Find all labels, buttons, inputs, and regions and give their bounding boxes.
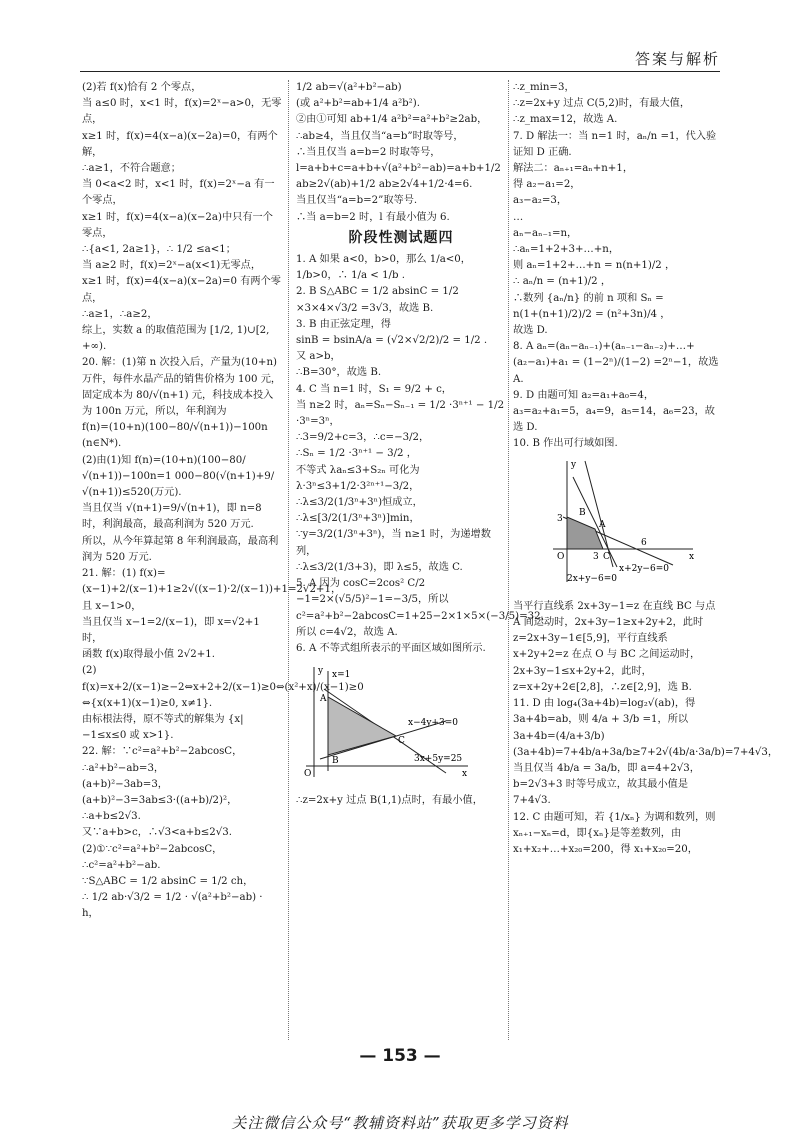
text-line: ∴ aₙ/n = (n+1)/2 ，	[513, 276, 612, 288]
label-y: y	[318, 666, 324, 677]
text-line: ∴当 a=b=2 时，l 有最小值为 6.	[296, 211, 450, 223]
problem-11: 11. D 由 log₄(3a+4b)=log₂√(ab)，得 3a+4b=ab，则 4/a + 3/b =1，所以 3a+4b=(4/a+3/b)(3a+4b)=7+4b/a+3a/b≥7+2√(4b/a·3a/b)=7+4√3，当且仅当 4b/a = 3a/b，即 a=4+2√3，b=2√3+3 时等号成立，故其最小值是 7+4√3.	[513, 698, 779, 807]
text-line: ∴{a<1, 2a≥1}，∴ 1/2 ≤a<1；	[82, 244, 236, 256]
text-line: 所以，从今年算起第 8 年利润最高，最高利润为 520 万元.	[82, 535, 279, 563]
header-rule	[80, 71, 720, 72]
section-title: 阶段性测试题四	[348, 229, 454, 246]
label-x-2y-6: x+2y−6=0	[619, 563, 669, 574]
text-line: 当且仅当 x−1=2/(x−1)，即 x=√2+1 时，	[82, 616, 260, 644]
label-3x-5y-25: 3x+5y=25	[414, 754, 463, 765]
text-line: f(n)=(10+n)(100−80/√(n+1))−100n (n∈N*).	[82, 422, 268, 450]
text-line: x≥1 时，f(x)=4(x−a)(x−2a)=0，有两个解，	[82, 130, 278, 158]
text-line: ∴a+b≤2√3.	[82, 811, 141, 823]
problem-8: 8. A aₙ=(aₙ−aₙ₋₁)+(aₙ₋₁−aₙ₋₂)+…+(a₂−a₁)+a₁ = (1−2ⁿ)/(1−2) =2ⁿ−1，故选 A.	[513, 341, 719, 385]
label-2x-y-6: 2x+y−6=0	[567, 573, 617, 584]
label-C: C	[398, 736, 405, 747]
label-x-eq-1: x=1	[332, 670, 351, 681]
text-line: 当 0<a<2 时，x<1 时，f(x)=2ˣ−a 有一个零点，	[82, 179, 275, 207]
text-line: 当 n≥2 时，aₙ=Sₙ−Sₙ₋₁ = 1/2 ·3ⁿ⁺¹ − 1/2 ·3ⁿ=3ⁿ，	[296, 399, 505, 428]
label-x-4y-3: x−4y+3=0	[408, 718, 458, 729]
problem-4: 4. C 当 n=1 时，S₁ = 9/2 + c，	[296, 383, 452, 395]
header-title: 答案与解析	[634, 50, 720, 68]
problem-1: 1. A 如果 a<0，b>0，那么 1/a<0，1/b>0，∴ 1/a < 1/b .	[296, 254, 471, 282]
label-O: O	[304, 769, 312, 780]
text-line: ②由①可知 ab+1/4 a²b²=a²+b²≥2ab，	[296, 114, 488, 126]
text-line: 又 a>b，	[296, 351, 341, 363]
problem-12: 12. C 由题可知，若 {1/xₙ} 为调和数列，则 xₙ₊₁−xₙ=d，即{xₙ}是等差数列，由 x₁+x₂+…+x₂₀=200，得 x₁+x₂₀=20，	[513, 811, 716, 855]
text-line: 当且仅当 √(n+1)=9/√(n+1)，即 n=8 时，利润最高，最高利润为 520 万元.	[82, 503, 262, 531]
text-line: 当且仅当“a=b=2”取等号.	[296, 195, 418, 207]
label-O: O	[557, 551, 565, 562]
text-line: 又∵a+b>c，∴√3<a+b≤2√3.	[82, 827, 232, 839]
text-line: ∴z_min=3，	[513, 82, 575, 93]
text-line: ∴z=2x+y 过点 C(5,2)时，有最大值，	[513, 98, 691, 110]
text-line: ∴a≥1，不符合题意；	[82, 163, 181, 175]
column-divider	[288, 80, 289, 1040]
text-line: ∵y=3/2(1/3ⁿ+3ⁿ)，当 n≥1 时，为递增数列，	[296, 529, 491, 557]
text-line: x≥1 时，f(x)=4(x−a)(x−2a)中只有一个零点，	[82, 211, 273, 239]
text-line: ∴3=9/2+c=3，∴c=−3/2，	[296, 432, 430, 444]
text-line: ∴ab≥4，当且仅当“a=b”时取等号，	[296, 130, 464, 142]
text-line: ∴λ≤3/2(1/3ⁿ+3ⁿ)恒成立，	[296, 497, 423, 509]
text-line: 不等式 λaₙ≤3+S₂ₙ 可化为	[296, 464, 420, 476]
problem-3: 3. B 由正弦定理，得	[296, 318, 391, 330]
region-diagram-6	[296, 661, 476, 781]
column-3	[513, 80, 779, 858]
problem-20: 20. 解：(1)第 n 次投入后，产量为(10+n)万件，每件水晶产品的销售价格为 100 元，	[82, 357, 282, 385]
problem-9: 9. D 由题可知 a₂=a₁+a₀=4，a₃=a₂+a₁=5，a₄=9，a₅=14，a₆=23，故选 D.	[513, 389, 715, 434]
text-line: ∴aₙ=1+2+3+…+n，	[513, 244, 620, 256]
text-line: 得 a₂−a₁=2，	[513, 179, 581, 191]
text-line: sinB = bsinA/a = (√2×√2/2)/2 = 1/2 .	[296, 335, 488, 347]
text-line: x≥1 时，f(x)=4(x−a)(x−2a)=0 有两个零点，	[82, 276, 281, 304]
page-number: — 153 —	[359, 1046, 441, 1066]
text-line: 1/2 ab=√(a²+b²−ab)	[296, 82, 402, 93]
feasible-region	[567, 517, 603, 549]
text-line: 解法二：aₙ₊₁=aₙ+n+1，	[513, 163, 634, 175]
text-line: 则 aₙ=1+2+…+n = n(n+1)/2 ，	[513, 260, 676, 272]
figure-10	[513, 457, 721, 593]
problem-7: 7. D 解法一：当 n=1 时，aₙ/n =1，代入验证知 D 正确.	[513, 130, 717, 158]
label-y: y	[571, 459, 577, 470]
text-line: ∵S△ABC = 1/2 absinC = 1/2 ch，	[82, 875, 254, 887]
text-line: (2)①∵c²=a²+b²−2abcosC，∴c²=a²+b²−ab.	[82, 843, 223, 871]
text-line: (2)由(1)知 f(n)=(10+n)(100−80/√(n+1))−100n=1 000−80(√(n+1)+9/√(n+1))≤520(万元).	[82, 454, 275, 499]
label-B: B	[332, 756, 339, 767]
text-line: n(1+(n+1)/2)/2 = (n²+3n)/4 ，	[513, 308, 671, 320]
label-B: B	[579, 507, 586, 518]
text-line: 由标根法得，原不等式的解集为 {x|−1≤x≤0 或 x>1}.	[82, 713, 244, 742]
text-line: λ·3ⁿ≤3+1/2·3²ⁿ⁺¹−3/2，	[296, 480, 420, 492]
text-line: 故选 D.	[513, 325, 548, 337]
region-diagram-10	[533, 457, 703, 587]
text-line: ∴Sₙ = 1/2 ·3ⁿ⁺¹ − 3/2 ，	[296, 448, 417, 460]
text-line: ∴当且仅当 a=b=2 时取等号，	[296, 146, 441, 158]
label-6: 6	[641, 537, 647, 548]
problem-5: 5. A 因为 cosC=2cos² C/2 −1=2×(√5/5)²−1=−3/5，所以 c²=a²+b²−2abcosC=1+25−2×1×5×(−3/5)=32，所以 c=4√2，故选 A.	[296, 578, 551, 638]
text-line: aₙ−aₙ₋₁=n，	[513, 227, 578, 239]
problem-22: 22. 解：∵c²=a²+b²−2abcosC，	[82, 746, 243, 758]
text-line: ∴z=2x+y 过点 B(1,1)点时，有最小值，	[296, 795, 483, 807]
column-divider	[508, 80, 509, 1040]
text-line: (a+b)²−3ab=3，(a+b)²−3=3ab≤3·((a+b)/2)²，	[82, 778, 238, 806]
text-line: (或 a²+b²=ab+1/4 a²b²).	[296, 98, 420, 110]
label-x: x	[462, 769, 468, 780]
label-x: x	[689, 551, 695, 562]
text-line: a₃−a₂=3，	[513, 195, 568, 207]
problem-6: 6. A 不等式组所表示的平面区域如图所示.	[296, 642, 486, 654]
problem-21: 21. 解：(1) f(x)=(x−1)+2/(x−1)+1≥2√((x−1)·2/(x−1))+1=2√2+1，	[82, 568, 342, 596]
text-line: l=a+b+c=a+b+√(a²+b²−ab)=a+b+1/2 ab≥2√(ab)+1/2 ab≥2√4+1/2·4=6.	[296, 163, 501, 191]
text-line: 综上，实数 a 的取值范围为 [1/2, 1)∪[2, +∞).	[82, 325, 270, 353]
text-line: 函数 f(x)取得最小值 2√2+1.	[82, 649, 215, 661]
figure-6	[296, 661, 506, 787]
text-line: (2)若 f(x)恰有 2 个零点，	[82, 82, 202, 93]
text-line: 当 a≥2 时，f(x)=2ˣ−a(x<1)无零点，	[82, 260, 262, 272]
text-line: (2) f(x)=x+2/(x−1)≥−2⇔x+2+2/(x−1)≥0⇔(x²+x)/(x−1)≥0	[82, 665, 364, 693]
text-line: ∴λ≤[3/2(1/3ⁿ+3ⁿ)]min，	[296, 513, 420, 525]
text-line: …	[513, 211, 524, 223]
text-line: ∴数列 {aₙ/n} 的前 n 项和 Sₙ =	[513, 292, 664, 304]
text-line: ∴a²+b²−ab=3，	[82, 762, 165, 774]
problem-2: 2. B S△ABC = 1/2 absinC = 1/2 ×3×4×√3/2 =3√3，故选 B.	[296, 286, 459, 314]
text-line: ∴a≥1，∴a≥2，	[82, 308, 158, 320]
label-A: A	[320, 694, 327, 705]
problem-10: 10. B 作出可行域如图.	[513, 438, 618, 450]
label-3-x: 3	[593, 551, 599, 562]
text-line: 固定成本为 80/√(n+1) 元，科技成本投入为 100n 万元，所以，年利润为	[82, 389, 274, 418]
page-header	[80, 44, 720, 72]
text-line: 当平行直线系 2x+3y−1=z 在直线 BC 与点 A 间运动时，2x+3y−1≥x+2y+2，此时 z=2x+3y−1∈[5,9]，平行直线系 x+2y+2=z 在点 O 与 BC 之间运动时，2x+3y−1≤x+2y+2，此时，z=x+2y+2∈[2,8]，∴z∈[2,9]，选 B.	[513, 600, 716, 693]
text-line: 当 a≤0 时，x<1 时，f(x)=2ˣ−a>0，无零点，	[82, 98, 282, 126]
text-line: ⇔{x(x+1)(x−1)≥0, x≠1}.	[82, 697, 213, 709]
text-line: 且 x−1>0，	[82, 600, 142, 612]
text-line: ∴ 1/2 ab·√3/2 = 1/2 · √(a²+b²−ab) · h，	[82, 892, 263, 920]
text-line: ∴λ≤3/2(1/3+3)，即 λ≤5，故选 C.	[296, 561, 463, 573]
text-line: ∴B=30°，故选 B.	[296, 367, 382, 379]
label-C: C	[603, 551, 610, 562]
text-line: ∴z_max=12，故选 A.	[513, 114, 618, 126]
footer-note: 关注微信公众号“教辅资料站”获取更多学习资料	[231, 1114, 569, 1132]
label-3-y: 3	[557, 513, 563, 524]
label-A: A	[599, 519, 606, 530]
